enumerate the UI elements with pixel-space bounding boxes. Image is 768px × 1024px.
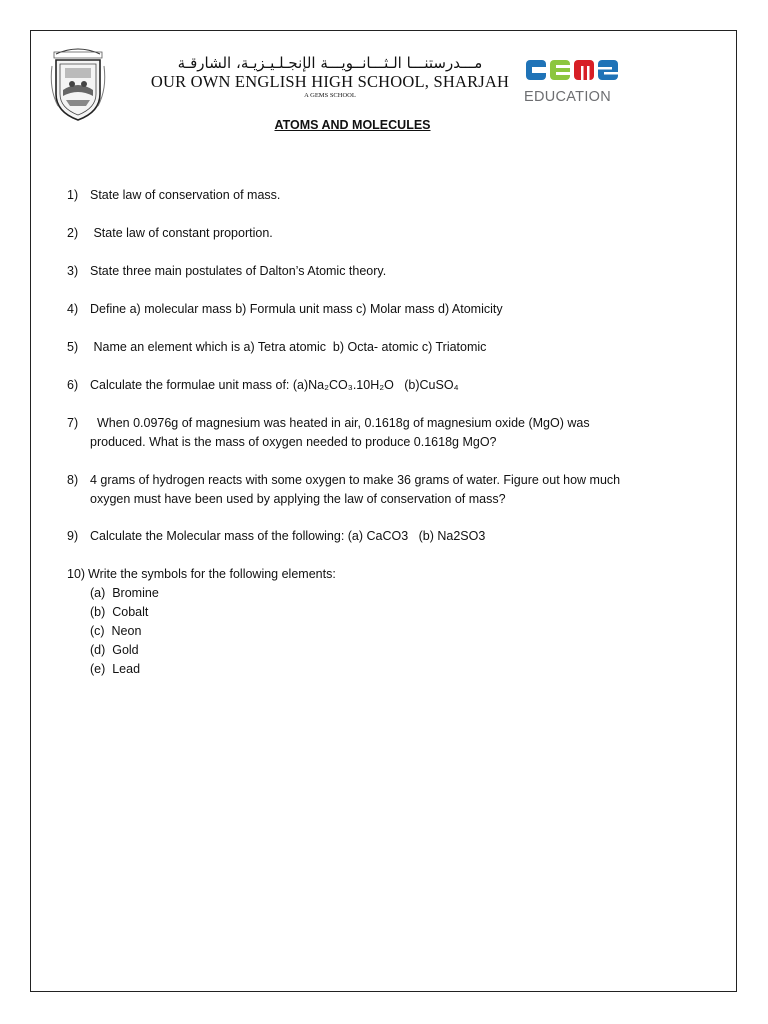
- question-6: 6) Calculate the formulae unit mass of: (a)Na₂CO₃.10H₂O (b)CuSO₄: [67, 378, 459, 392]
- question-10: 10) Write the symbols for the following elements: (a) Bromine (b) Cobalt (c) Neon (d) Gold (e) Lead: [67, 565, 687, 679]
- question-5: 5) Name an element which is a) Tetra atomic b) Octa- atomic c) Triatomic: [67, 340, 487, 354]
- option-c: (c) Neon: [90, 624, 142, 638]
- question-7: 7) When 0.0976g of magnesium was heated in air, 0.1618g of magnesium oxide (MgO) was produced. What is the mass of oxygen needed to produce 0.1618g MgO?: [67, 416, 590, 449]
- worksheet-title: ATOMS AND MOLECULES: [274, 118, 431, 132]
- option-d: (d) Gold: [90, 643, 139, 657]
- school-subtitle: A GEMS SCHOOL: [304, 92, 356, 99]
- gems-education-logo: [524, 58, 634, 105]
- question-3: 3) State three main postulates of Dalton’s Atomic theory.: [67, 264, 387, 278]
- question-4: 4) Define a) molecular mass b) Formula unit mass c) Molar mass d) Atomicity: [67, 302, 503, 316]
- option-b: (b) Cobalt: [90, 605, 149, 619]
- question-1: 1) State law of conservation of mass.: [67, 188, 281, 202]
- question-8: 8) 4 grams of hydrogen reacts with some oxygen to make 36 grams of water. Figure out how much oxygen must have been used by applying the law of conservation of mass?: [67, 473, 621, 506]
- option-a: (a) Bromine: [90, 586, 159, 600]
- option-e: (e) Lead: [90, 662, 141, 676]
- school-crest-logo: [48, 44, 108, 124]
- worksheet-page: [30, 30, 737, 992]
- element-options-list: [90, 584, 687, 679]
- question-2: 2) State law of constant proportion.: [67, 226, 273, 240]
- school-name-english: OUR OWN ENGLISH HIGH SCHOOL, SHARJAH: [150, 72, 510, 91]
- school-name-arabic: مـــدرستنـــا الـثـــانــويـــة الإنجـلـيـزيـة، الشارقـة: [177, 54, 483, 72]
- school-name-block: [140, 54, 520, 100]
- gems-education-label: EDUCATION: [524, 89, 612, 105]
- gems-wordmark-icon: [524, 58, 624, 82]
- question-9: 9) Calculate the Molecular mass of the following: (a) CaCO3 (b) Na2SO3: [67, 529, 486, 543]
